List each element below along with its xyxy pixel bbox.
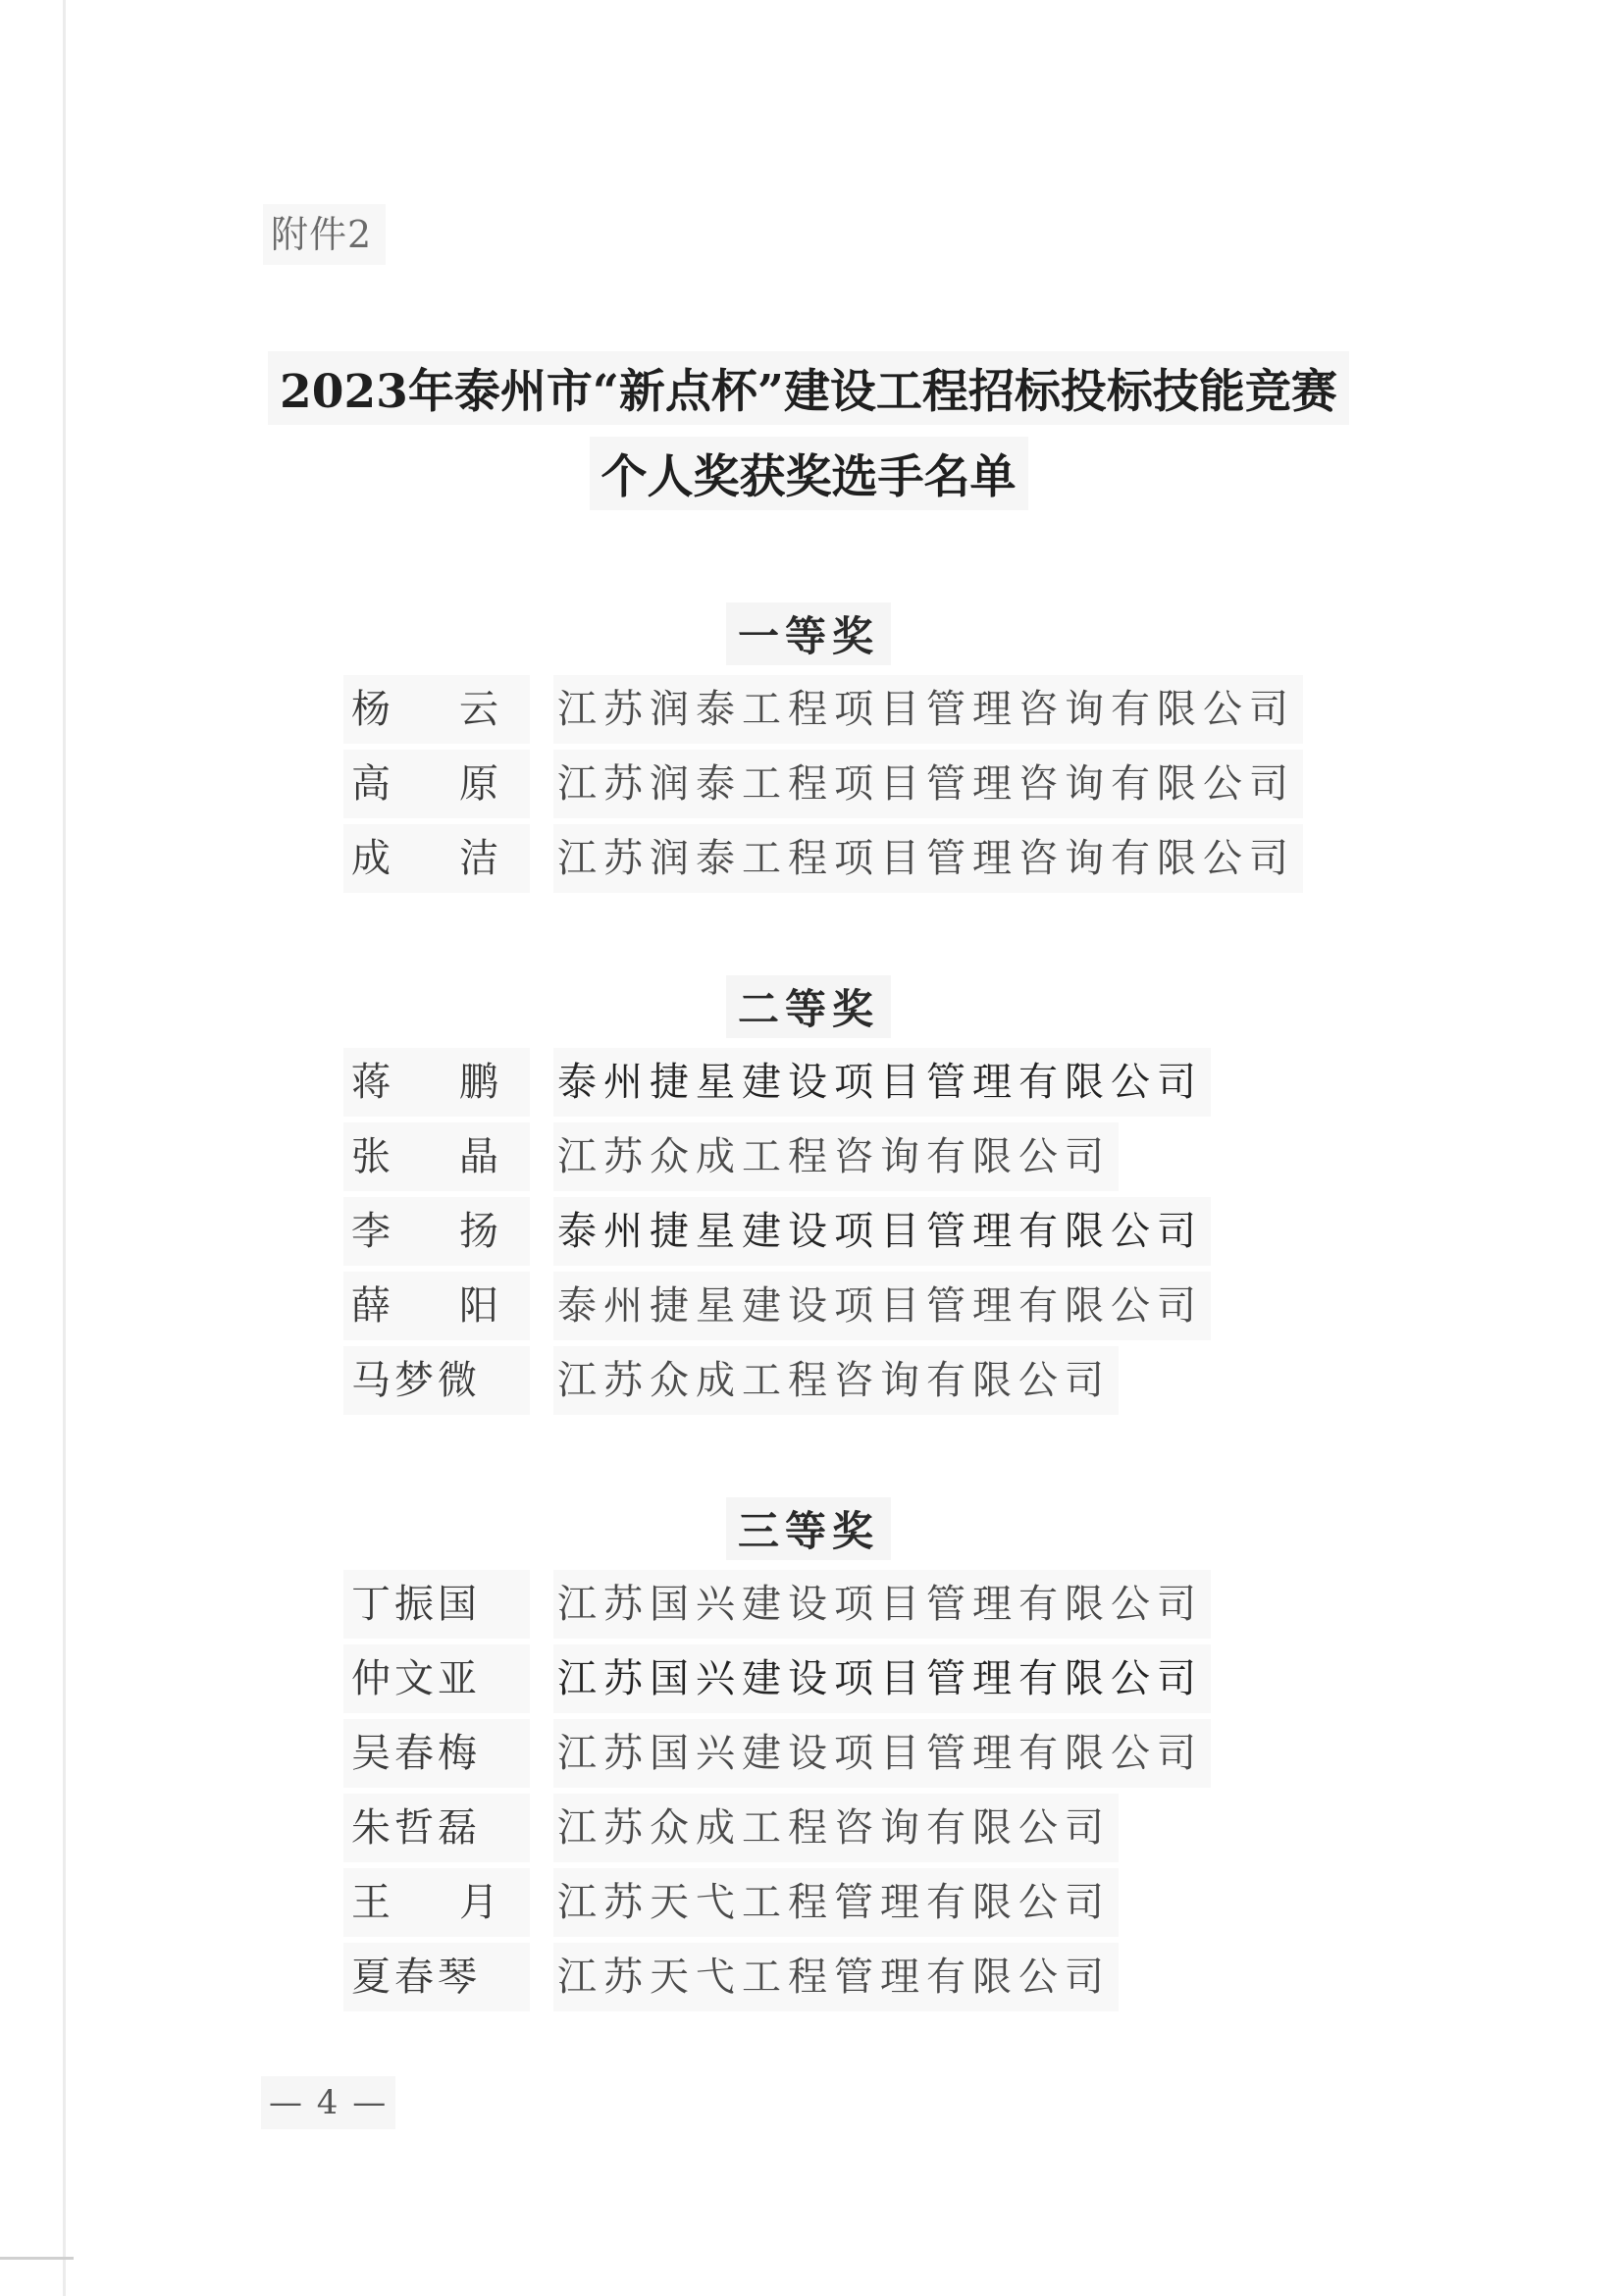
third-prize-heading: 三等奖	[0, 1497, 1617, 1560]
winner-name: 薛 阳	[343, 1272, 530, 1340]
title-line-2	[0, 437, 1617, 510]
list-item	[343, 1197, 1211, 1266]
winner-company: 江苏润泰工程项目管理咨询有限公司	[553, 824, 1303, 893]
list-item	[343, 1048, 1211, 1117]
winner-name: 丁振国	[343, 1570, 530, 1639]
list-item	[343, 1272, 1211, 1340]
list-item	[343, 1122, 1119, 1191]
list-item	[343, 1570, 1211, 1639]
winner-name: 马梦微	[343, 1346, 530, 1415]
winner-company: 泰州捷星建设项目管理有限公司	[553, 1048, 1211, 1117]
winner-company: 江苏润泰工程项目管理咨询有限公司	[553, 675, 1303, 744]
winner-name: 高 原	[343, 750, 530, 818]
winner-name: 李 扬	[343, 1197, 530, 1266]
list-item	[343, 1644, 1211, 1713]
second-prize-heading: 二等奖	[0, 975, 1617, 1038]
list-item	[343, 675, 1303, 744]
title-line-1	[0, 351, 1617, 425]
list-item	[343, 1794, 1119, 1862]
winner-name: 杨 云	[343, 675, 530, 744]
scan-bottom-line	[0, 2257, 74, 2260]
winner-company: 江苏国兴建设项目管理有限公司	[553, 1644, 1211, 1713]
winner-name: 成 洁	[343, 824, 530, 893]
winner-name: 仲文亚	[343, 1644, 530, 1713]
list-item	[343, 1346, 1119, 1415]
list-item	[343, 1719, 1211, 1788]
first-prize-heading: 一等奖	[0, 602, 1617, 665]
winner-company: 江苏国兴建设项目管理有限公司	[553, 1719, 1211, 1788]
winner-company: 江苏众成工程咨询有限公司	[553, 1794, 1119, 1862]
title-line-2-text: 个人奖获奖选手名单	[590, 437, 1028, 510]
attachment-label: 附件2	[263, 204, 386, 265]
winner-company: 泰州捷星建设项目管理有限公司	[553, 1197, 1211, 1266]
page-number: — 4 —	[261, 2076, 395, 2129]
winner-company: 江苏众成工程咨询有限公司	[553, 1122, 1119, 1191]
winner-company: 江苏国兴建设项目管理有限公司	[553, 1570, 1211, 1639]
list-item	[343, 824, 1303, 893]
winner-name: 王 月	[343, 1868, 530, 1937]
winner-company: 江苏润泰工程项目管理咨询有限公司	[553, 750, 1303, 818]
title-line-1-text: 2023年泰州市“新点杯”建设工程招标投标技能竞赛	[268, 351, 1349, 425]
winner-company: 泰州捷星建设项目管理有限公司	[553, 1272, 1211, 1340]
list-item	[343, 1868, 1119, 1937]
list-item	[343, 1943, 1119, 2011]
winner-name: 吴春梅	[343, 1719, 530, 1788]
winner-name: 夏春琴	[343, 1943, 530, 2011]
winner-name: 张 晶	[343, 1122, 530, 1191]
list-item	[343, 750, 1303, 818]
scan-edge-line	[63, 0, 66, 2296]
winner-company: 江苏天弋工程管理有限公司	[553, 1943, 1119, 2011]
winner-name: 朱哲磊	[343, 1794, 530, 1862]
winner-name: 蒋 鹏	[343, 1048, 530, 1117]
winner-company: 江苏众成工程咨询有限公司	[553, 1346, 1119, 1415]
winner-company: 江苏天弋工程管理有限公司	[553, 1868, 1119, 1937]
